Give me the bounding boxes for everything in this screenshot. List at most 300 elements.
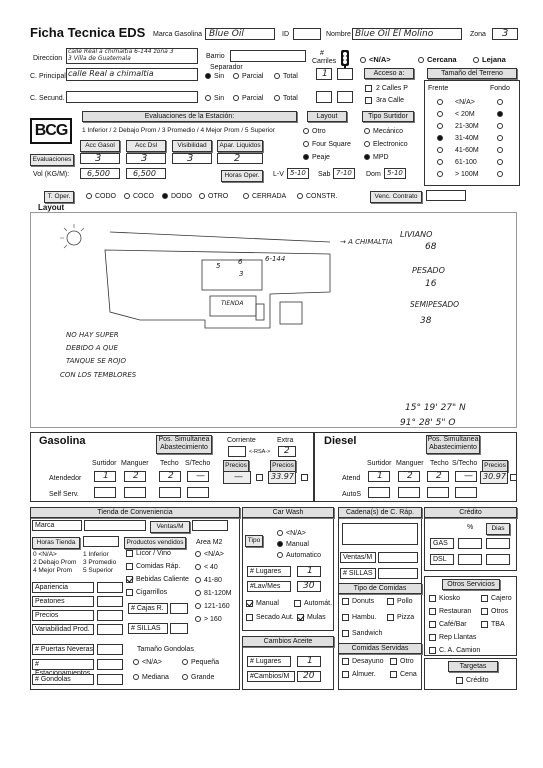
cambios-lugares-text: # Lugares (250, 658, 282, 665)
nivel-opt-lejana[interactable] (473, 55, 506, 64)
terreno-frente-radio[interactable] (437, 135, 446, 142)
cw-secado-label: Secado Aut. (256, 614, 294, 621)
terreno-fondo-radio[interactable] (497, 159, 506, 166)
area-opt[interactable] (195, 590, 232, 597)
layout-title: Layout (38, 203, 65, 212)
semipesado-value: 38 (420, 316, 432, 326)
gas-col-techo: Techo (160, 460, 179, 467)
principal-value: calle Real a chimaltia (68, 69, 154, 78)
principal-sin[interactable] (205, 73, 224, 80)
layout-four-label: Four Square (312, 141, 351, 148)
barrio-field[interactable] (230, 50, 306, 62)
radio-icon (364, 154, 370, 160)
dsl-cell[interactable] (368, 487, 390, 498)
terreno-fondo-radio[interactable] (497, 171, 506, 178)
gondolas-label (32, 674, 94, 685)
nivel-opt-cercana[interactable] (418, 55, 457, 64)
total-label: Total (283, 73, 298, 80)
otros-check[interactable] (429, 647, 436, 654)
gas-cell-value: 1 (103, 471, 109, 481)
toper-opt[interactable] (162, 193, 192, 200)
pump-1: 5 (216, 262, 221, 270)
vol-gas-field[interactable] (80, 168, 120, 179)
gas-cell-value: 2 (168, 471, 174, 481)
producto-label: Comidas Ráp. (136, 563, 181, 570)
gas-cell[interactable] (187, 471, 209, 482)
layout-opt-peaje[interactable] (303, 154, 330, 161)
terreno-frente-radio[interactable] (437, 111, 446, 118)
radio-icon (437, 171, 443, 177)
tienda-field-input[interactable] (97, 610, 123, 621)
cadena-ventas-field[interactable] (378, 552, 418, 563)
surtidor-opt-mecanico[interactable] (364, 128, 403, 135)
bcg-logo: BCG (30, 118, 72, 144)
otros-check[interactable] (481, 595, 488, 602)
comida-sandwich-label: Sandwich (352, 630, 383, 637)
radio-icon (274, 73, 280, 79)
vol-label: Vol (KG/M): (33, 171, 70, 178)
radio-icon (195, 590, 201, 596)
self-serv-label: Self Serv. (49, 491, 79, 498)
otros-check[interactable] (429, 621, 436, 628)
secund-field[interactable] (66, 91, 198, 103)
principal-total[interactable] (274, 73, 298, 80)
gondolas-field[interactable] (97, 674, 123, 685)
credito-dsl-text: DSL (433, 556, 447, 563)
neveras-field[interactable] (97, 644, 123, 655)
carriles-value: 1 (322, 69, 328, 79)
apar-liquidos-field[interactable] (217, 153, 263, 164)
liviano-value: 68 (425, 242, 437, 252)
comidas-servidas-title: Comidas Servidas (338, 643, 422, 654)
tienda-field-input[interactable] (97, 582, 123, 593)
area-opt-label: > 160 (204, 616, 222, 623)
otros-label: Otros (491, 608, 509, 615)
gondola-pequena-label: Pequeña (191, 659, 220, 666)
estacionamientos-field[interactable] (97, 659, 123, 670)
cw-manual-check[interactable] (246, 600, 253, 607)
dsl-cell[interactable] (427, 487, 449, 498)
liviano-label: LIVIANO (400, 230, 433, 239)
radio-icon (497, 159, 503, 165)
tercera-calle-check[interactable] (365, 97, 372, 104)
note-line-3: TANQUE SE ROJO (66, 357, 126, 365)
comida-donuts-check[interactable] (342, 598, 349, 605)
gas-cell-value: 2 (133, 471, 139, 481)
dsl-pos-simul-button[interactable]: Pos. Simultanea Abastecimiento (426, 435, 480, 454)
coord-n: 15° 19' 27" N (405, 403, 466, 413)
cambios-lugares-label (247, 656, 291, 667)
carwash-opt-na[interactable] (277, 530, 306, 537)
gondola-opt-mediana[interactable] (133, 674, 169, 681)
credito-title: Crédito (424, 507, 517, 518)
radio-icon (133, 674, 139, 680)
credito-gas-text: GAS (433, 540, 448, 547)
terreno-option-label: 31-40M (455, 135, 479, 142)
gas-precios-label-2: Precios (270, 460, 296, 472)
gondolas-text: # Gondolas (35, 676, 71, 683)
credito-gas-dias[interactable] (486, 538, 510, 549)
cadena-field[interactable] (342, 523, 418, 545)
horas-tienda-field[interactable] (83, 536, 119, 547)
otros-check[interactable] (429, 595, 436, 602)
servida-almuer-check[interactable] (342, 671, 349, 678)
visibilidad-value: 3 (187, 153, 194, 164)
gas-cell[interactable] (124, 487, 146, 498)
area-opt-label: <N/A> (204, 551, 224, 558)
parcial-label: Parcial (242, 95, 264, 102)
gas-corriente-check[interactable] (256, 474, 263, 481)
terreno-title: Tamaño del Terreno (427, 68, 517, 79)
cadena-ventas-label (340, 552, 376, 563)
dsl-col-techo: Techo (430, 460, 449, 467)
toper-opt[interactable] (199, 193, 228, 200)
gondola-opt-na[interactable] (133, 659, 162, 666)
otros-label: Rep Llantas (439, 634, 477, 641)
acc-dsl-field[interactable] (126, 153, 166, 164)
area-opt-label: 41-80 (204, 577, 222, 584)
radio-icon (437, 99, 443, 105)
otros-check[interactable] (429, 608, 436, 615)
servida-cena-label: Cena (400, 671, 417, 678)
tienda-scale-2: 1 Inferior (83, 551, 109, 558)
sin-label: Sin (214, 73, 225, 80)
diesel-title: Diesel (324, 435, 357, 447)
credito-dsl-pct[interactable] (458, 554, 482, 565)
nivel-na-label: <N/A> (369, 55, 391, 64)
dsl-cell[interactable] (368, 471, 390, 482)
radio-icon (233, 73, 239, 79)
terreno-frente-radio[interactable] (437, 147, 446, 154)
area-opt[interactable] (195, 603, 230, 610)
tienda-ventas-field[interactable] (192, 520, 228, 531)
otros-check[interactable] (481, 621, 488, 628)
cambios-mes-value: 20 (303, 671, 315, 681)
vol-dsl-field[interactable] (126, 168, 166, 179)
lv-field[interactable] (287, 168, 309, 179)
dsl-cell[interactable] (398, 471, 420, 482)
sab-field[interactable] (333, 168, 355, 179)
toper-opt[interactable] (124, 193, 154, 200)
targetas-credito-label: Crédito (466, 677, 489, 684)
comida-pizza-check[interactable] (387, 614, 394, 621)
carriles-field[interactable] (316, 68, 332, 80)
canopy (202, 260, 262, 290)
gas-cell[interactable] (94, 487, 116, 498)
visibilidad-field[interactable] (172, 153, 212, 164)
radio-icon (243, 193, 249, 199)
gas-col-manguer: Manguer (121, 460, 149, 467)
tienda-field-input[interactable] (97, 596, 123, 607)
lv-value: 5-10 (290, 169, 306, 177)
principal-label: C. Principal (30, 73, 66, 80)
credito-dsl-label (430, 554, 454, 565)
layout-opt-otro[interactable] (303, 128, 326, 135)
gas-cell[interactable] (124, 471, 146, 482)
secund-sin[interactable] (205, 95, 224, 102)
secund-parcial[interactable] (233, 95, 263, 102)
terreno-fondo-radio[interactable] (497, 111, 506, 118)
radio-icon (497, 171, 503, 177)
terreno-option-label: 61-100 (455, 159, 477, 166)
gas-precio-corriente[interactable] (223, 471, 251, 484)
toper-opt[interactable] (243, 193, 286, 200)
calles-p-check[interactable] (365, 85, 372, 92)
radio-icon (86, 193, 92, 199)
radio-icon (437, 111, 443, 117)
comida-hambu-check[interactable] (342, 614, 349, 621)
carwash-lugares-field[interactable] (297, 566, 321, 577)
cambios-lugares-value: 1 (307, 656, 313, 666)
direccion-field[interactable] (66, 48, 198, 64)
gondola-na-label: <N/A> (142, 659, 162, 666)
tipo-surtidor-button[interactable]: Tipo Surtidor (362, 111, 414, 122)
direccion-value-2: 3 Villa de Guatemala (68, 55, 131, 62)
sab-value: 7-10 (336, 169, 352, 177)
sun-sketch (67, 231, 81, 245)
dsl-precio-check[interactable] (510, 474, 517, 481)
zona-field[interactable] (492, 28, 518, 40)
corriente-field[interactable] (228, 446, 246, 457)
gondola-grande-label: Grande (191, 674, 215, 681)
tipo-comidas-title: Tipo de Comidas (338, 583, 422, 594)
servida-otro-check[interactable] (390, 658, 397, 665)
layout-otro-label: Otro (312, 128, 326, 135)
credito-gas-label (430, 538, 454, 549)
gas-cell[interactable] (159, 487, 181, 498)
cadena-sillas-text: # SILLAS (343, 570, 373, 577)
tienda-field-text: Variabilidad Prod. (35, 626, 90, 633)
dsl-cell-value: 2 (436, 471, 442, 481)
barrio-label: Barrio (206, 53, 225, 60)
cambios-mes-field[interactable] (297, 671, 321, 682)
producto-check[interactable] (126, 576, 133, 583)
extra-label: Extra (277, 437, 294, 444)
tienda-sillas-label (128, 623, 168, 634)
surtidor-electronico-label: Electronico (373, 141, 408, 148)
direccion-value-1: calle Real a chimaltia 6-144 zona 3 (68, 48, 174, 55)
servida-desayuno-label: Desayuno (352, 658, 384, 665)
calles-p-label: 2 Calles P (376, 85, 408, 92)
tienda-field-text: Apariencia (35, 584, 69, 591)
estacionamientos-label (32, 659, 94, 670)
producto-check[interactable] (126, 563, 133, 570)
otros-label: Kiosko (439, 595, 461, 602)
tienda-scale-3: 2 Debajo Prom (33, 559, 77, 566)
apar-liquidos-value: 2 (234, 153, 241, 164)
credito-gas-pct[interactable] (458, 538, 482, 549)
carwash-manual-label: Manual (286, 541, 309, 548)
tienda-field-label (32, 610, 94, 621)
targetas-credito-check[interactable] (456, 677, 463, 684)
acc-gasol-field[interactable] (80, 153, 120, 164)
otros-check[interactable] (429, 634, 436, 641)
toper-opt-label: OTRO (208, 193, 229, 200)
toper-opt-label: CODO (95, 193, 116, 200)
carwash-opt-manual[interactable] (277, 541, 309, 548)
acceso-button[interactable]: Acceso a: (364, 68, 414, 79)
surtidor-opt-electronico[interactable] (364, 141, 408, 148)
dom-field[interactable] (384, 168, 406, 179)
id-label: ID (282, 31, 289, 38)
surtidor-opt-mpd[interactable] (364, 154, 389, 161)
horas-oper-button[interactable]: Horas Oper. (221, 170, 263, 182)
radio-icon (303, 141, 309, 147)
gondola-opt-grande[interactable] (182, 674, 214, 681)
radio-icon (182, 659, 188, 665)
terreno-fondo-radio[interactable] (497, 123, 506, 130)
secund-carriles-field[interactable] (316, 91, 332, 103)
layout-opt-four[interactable] (303, 141, 351, 148)
frente-label: Frente (428, 85, 449, 92)
layout-sketch (30, 212, 517, 428)
gas-precio-extra[interactable] (268, 471, 296, 484)
radio-icon (497, 135, 503, 141)
apar-liquidos-button[interactable]: Apar. Liquidos (217, 140, 263, 152)
radio-icon (277, 541, 283, 547)
comida-hambu-label: Hambu. (352, 614, 377, 621)
otros-check[interactable] (481, 608, 488, 615)
terreno-fondo-radio[interactable] (497, 135, 506, 142)
cw-secado-check[interactable] (246, 614, 253, 621)
acc-gasol-value: 3 (95, 153, 102, 164)
carwash-tipo-label: Tipo (245, 535, 263, 547)
dsl-cell-value: — (464, 471, 473, 481)
producto-check[interactable] (126, 589, 133, 596)
otros-label: Café/Bar (439, 621, 467, 628)
gas-col-stecho: S/Techo (185, 460, 211, 467)
carriles-field-2[interactable] (337, 68, 353, 80)
gas-cell[interactable] (94, 471, 116, 482)
venc-contrato-button[interactable]: Venc. Contrato (370, 191, 422, 203)
toper-opt[interactable] (297, 193, 338, 200)
dsl-col-manguer: Manguer (396, 460, 424, 467)
cajas-field[interactable] (170, 603, 188, 614)
radio-icon (124, 193, 130, 199)
principal-field[interactable] (66, 68, 198, 81)
dsl-cell[interactable] (455, 471, 477, 482)
terreno-frente-radio[interactable] (437, 123, 446, 130)
nombre-value: Blue Oil El Molino (355, 29, 434, 39)
gas-cell[interactable] (159, 471, 181, 482)
comida-donuts-label: Donuts (352, 598, 375, 605)
area-opt[interactable] (195, 564, 218, 571)
radio-icon (274, 95, 280, 101)
cadena-title: Cadena(s) de C. Ráp. (338, 507, 422, 518)
carwash-opt-auto[interactable] (277, 552, 321, 559)
terreno-frente-radio[interactable] (437, 171, 446, 178)
gondola-opt-pequena[interactable] (182, 659, 219, 666)
producto-check[interactable] (126, 550, 133, 557)
acc-dsl-value: 3 (141, 153, 148, 164)
area-opt[interactable] (195, 551, 224, 558)
area-opt[interactable] (195, 577, 222, 584)
semipesado-label: SEMIPESADO (410, 300, 460, 309)
radio-icon (195, 577, 201, 583)
radio-icon (195, 616, 201, 622)
terreno-fondo-radio[interactable] (497, 99, 506, 106)
dsl-cell[interactable] (455, 487, 477, 498)
vol-gas-value: 6,500 (87, 169, 110, 178)
horas-tienda-label: Horas Tienda (32, 537, 80, 549)
marca-field[interactable] (205, 28, 275, 40)
toper-opt[interactable] (86, 193, 116, 200)
lav-mes-field[interactable] (297, 581, 321, 592)
terreno-option-label: < 20M (455, 111, 475, 118)
principal-parcial[interactable] (233, 73, 263, 80)
toper-opt-label: CONSTR. (306, 193, 338, 200)
cw-automat-check[interactable] (294, 600, 301, 607)
gas-extra-check[interactable] (301, 474, 308, 481)
cadena-ventas-text: Ventas/M (343, 554, 373, 561)
lav-mes-label (247, 581, 291, 592)
tienda-field-input[interactable] (97, 624, 123, 635)
dsl-cell[interactable] (427, 471, 449, 482)
acc-dsl-button[interactable]: Acc Dsl (126, 140, 166, 152)
nivel-opt-na[interactable] (360, 55, 391, 64)
radio-icon (277, 552, 283, 558)
fondo-label: Fondo (490, 85, 510, 92)
acc-gasol-button[interactable]: Acc Gasol (80, 140, 120, 152)
productos-button[interactable]: Productos vendidos (124, 537, 186, 549)
radio-icon (364, 141, 370, 147)
gas-cell[interactable] (187, 487, 209, 498)
gas-precios-label: Precios (223, 460, 249, 472)
cadena-sillas-field[interactable] (378, 568, 418, 579)
tienda-marca-field[interactable] (84, 520, 146, 531)
toper-button[interactable]: T. Oper. (44, 191, 74, 203)
traffic-light-icon (339, 50, 349, 68)
secund-carriles-field-2[interactable] (337, 91, 353, 103)
dsl-cell[interactable] (398, 487, 420, 498)
dsl-cell-value: 2 (407, 471, 413, 481)
radio-icon (364, 128, 370, 134)
radio-icon (205, 95, 211, 101)
area-opt[interactable] (195, 616, 222, 623)
coord-o: 91° 28' 5" O (400, 418, 456, 428)
dom-value: 5-10 (387, 169, 403, 177)
marca-value: Blue Oil (209, 29, 244, 39)
otros-label: C. A. Camion (439, 647, 481, 654)
terreno-fondo-radio[interactable] (497, 147, 506, 154)
dsl-precio[interactable] (480, 471, 508, 484)
cw-mulas-check[interactable] (297, 614, 304, 621)
servida-cena-check[interactable] (390, 671, 397, 678)
surtidor-mpd-label: MPD (373, 154, 389, 161)
servida-desayuno-check[interactable] (342, 658, 349, 665)
secund-total[interactable] (274, 95, 298, 102)
nombre-field[interactable] (352, 28, 462, 40)
layout-button[interactable]: Layout (307, 111, 347, 122)
comida-pollo-check[interactable] (387, 598, 394, 605)
gas-pos-simul-button[interactable]: Pos. Simultanea Abastecimiento (156, 435, 212, 454)
radio-icon (195, 603, 201, 609)
comida-sandwich-check[interactable] (342, 630, 349, 637)
terreno-frente-radio[interactable] (437, 159, 446, 166)
terreno-frente-radio[interactable] (437, 99, 446, 106)
nivel-lejana-label: Lejana (482, 55, 506, 64)
venc-contrato-field[interactable] (426, 190, 466, 201)
pump-3: 3 (239, 270, 244, 278)
surtidor-mecanico-label: Mecánico (373, 128, 403, 135)
credito-dsl-dias[interactable] (486, 554, 510, 565)
visibilidad-button[interactable]: Visibilidad (172, 140, 212, 152)
id-field[interactable] (293, 28, 321, 40)
extra-field[interactable] (278, 446, 296, 457)
tienda-sillas-field[interactable] (170, 623, 188, 634)
secund-label: C. Secund. (30, 95, 65, 102)
cambios-lugares-field[interactable] (297, 656, 321, 667)
